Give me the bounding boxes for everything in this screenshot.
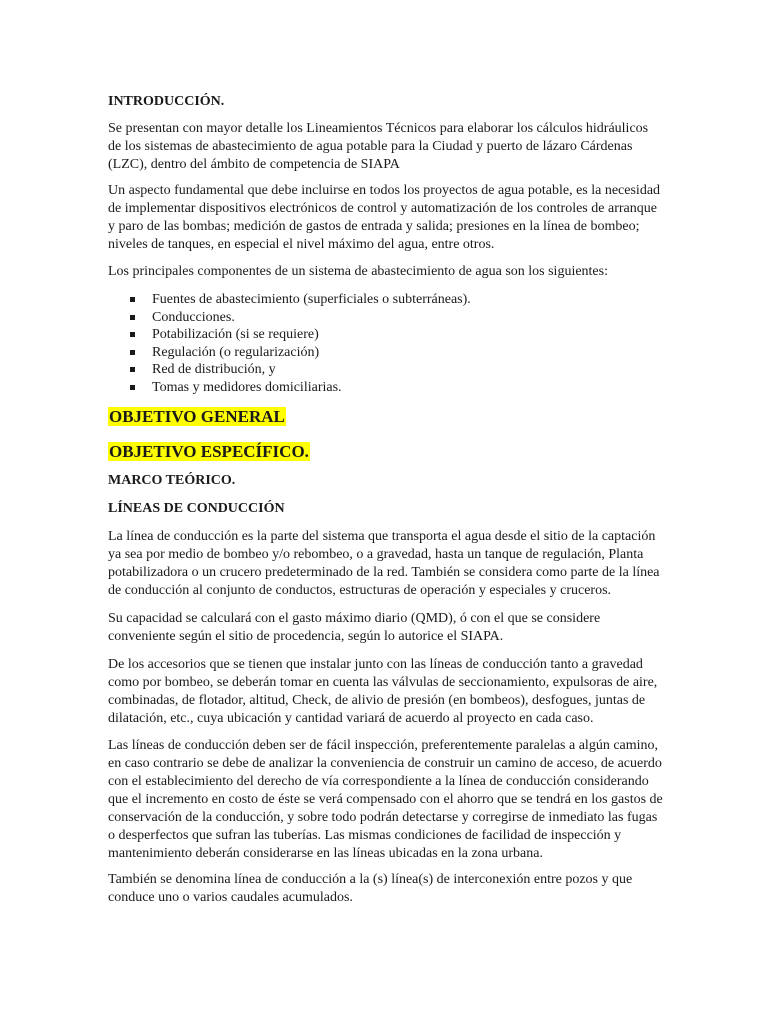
- intro-paragraph-1: Se presentan con mayor detalle los Lineamientos Técnicos para elaborar los cálculos hidráulicos de los sistemas de abastecimiento de agua potable para la Ciudad y puerto de lázaro Cárdenas (LZC), dentro del ámbito de competencia de SIAPA: [108, 121, 649, 172]
- lineas-paragraph-5: También se denomina línea de conducción a la (s) línea(s) de interconexión entre pozos y que conduce uno o varios caudales acumulados.: [108, 872, 633, 905]
- list-item-text: Red de distribución, y: [152, 362, 276, 378]
- bullet-icon: [130, 297, 135, 302]
- bullet-icon: [130, 367, 135, 372]
- bullet-icon: [130, 385, 135, 390]
- list-item-text: Conducciones.: [152, 309, 235, 325]
- list-item: [108, 361, 664, 379]
- bullet-icon: [130, 315, 135, 320]
- lineas-paragraph-3: De los accesorios que se tienen que instalar junto con las líneas de conducción tanto a gravedad como por bombeo, se deberán tomar en cuenta las válvulas de seccionamiento, expulsoras de aire, combinadas, de flotador, altitud, Check, de alivio de presión (en bombeos), desfogues, juntas de dilatación, etc., cuya ubicación y cantidad variará de acuerdo al proyecto en cada caso.: [108, 657, 658, 726]
- intro-heading: INTRODUCCIÓN.: [108, 94, 225, 109]
- bullet-icon: [130, 350, 135, 355]
- list-item: [108, 344, 664, 362]
- lineas-paragraph-1: La línea de conducción es la parte del sistema que transporta el agua desde el sitio de la captación ya sea por medio de bombeo y/o rebombeo, o a gravedad, hasta un tanque de regulación, Planta potabilizadora o un crucero predeterminado de la red. También se considera como parte de la línea de conducción al conjunto de conductos, estructuras de operación y especiales y cruceros.: [108, 529, 660, 598]
- objetivo-general-heading: [108, 406, 286, 428]
- objetivo-especifico-heading: [108, 441, 310, 463]
- intro-paragraph-2: Un aspecto fundamental que debe incluirse en todos los proyectos de agua potable, es la necesidad de implementar dispositivos electrónicos de control y automatización de los controles de arranque y paro de las bombas; medición de gastos de entrada y salida; presiones en la línea de bombeo; niveles de tanques, en especial el nivel máximo del agua, entre otros.: [108, 183, 661, 252]
- list-item: [108, 309, 664, 327]
- components-list: [108, 291, 664, 397]
- list-item-text: Regulación (o regularización): [152, 344, 320, 360]
- lineas-heading: LÍNEAS DE CONDUCCIÓN: [108, 501, 285, 516]
- intro-paragraph-3: Los principales componentes de un sistema de abastecimiento de agua son los siguientes:: [108, 264, 608, 279]
- objetivo-general-text: OBJETIVO GENERAL: [109, 407, 285, 426]
- objetivo-especifico-text: OBJETIVO ESPECÍFICO.: [109, 442, 309, 461]
- list-item: [108, 291, 664, 309]
- lineas-paragraph-4: Las líneas de conducción deben ser de fácil inspección, preferentemente paralelas a algún camino, en caso contrario se debe de analizar la conveniencia de construir un camino de acceso, de acuerdo con el establecimiento del derecho de vía correspondiente a la línea de conducción considerando que el incremento en costo de éste se verá compensado con el ahorro que se tendrá en los gastos de conservación de la conducción, y sobre todo podrán detectarse y corregirse de inmediato las fugas o desperfectos que sufran las tuberías. Las mismas condiciones de facilidad de inspección y mantenimiento deberán considerarse en las líneas ubicadas en la zona urbana.: [108, 738, 663, 861]
- list-item-text: Tomas y medidores domiciliarias.: [152, 379, 342, 395]
- lineas-paragraph-2: Su capacidad se calculará con el gasto máximo diario (QMD), ó con el que se considere conveniente según el sitio de procedencia, según lo autorice el SIAPA.: [108, 611, 601, 644]
- bullet-icon: [130, 332, 135, 337]
- list-item-text: Fuentes de abastecimiento (superficiales o subterráneas).: [152, 292, 471, 307]
- marco-teorico-heading: MARCO TEÓRICO.: [108, 473, 236, 488]
- list-item: [108, 326, 664, 344]
- list-item: [108, 379, 664, 397]
- list-item-text: Potabilización (si se requiere): [152, 327, 319, 343]
